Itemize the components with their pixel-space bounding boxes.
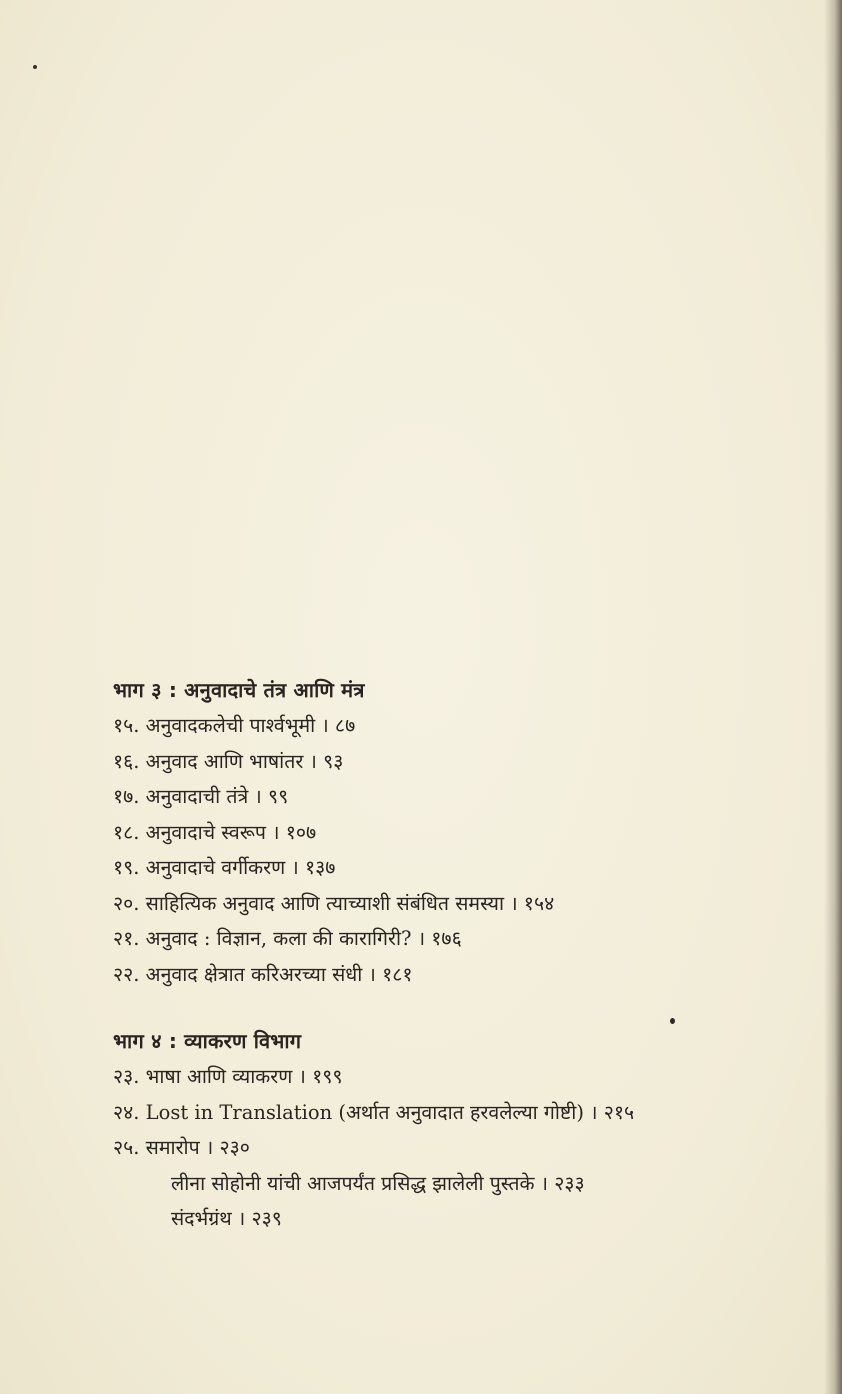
toc-section-part-3	[113, 672, 813, 992]
page-edge-shadow	[824, 0, 842, 1394]
toc-entry: १८. अनुवादाचे स्वरूप । १०७	[113, 820, 317, 844]
table-of-contents	[113, 672, 813, 1237]
toc-entry: २२. अनुवाद क्षेत्रात करिअरच्या संधी । १८१	[113, 962, 413, 986]
toc-entry: २५. समारोप । २३०	[113, 1136, 250, 1159]
toc-entry: १९. अनुवादाचे वर्गीकरण । १३७	[113, 856, 336, 879]
toc-entry-unnumbered: लीना सोहोनी यांची आजपर्यंत प्रसिद्ध झालेली पुस्तके । २३३	[171, 1171, 585, 1195]
toc-entry: १७. अनुवादाची तंत्रे । ९९	[113, 785, 289, 808]
toc-entry: २०. साहित्यिक अनुवाद आणि त्याच्याशी संबंधित समस्या । १५४	[113, 891, 555, 915]
toc-entry-unnumbered: संदर्भग्रंथ । २३९	[171, 1207, 282, 1230]
toc-entry: २१. अनुवाद : विज्ञान, कला की कारागिरी? । १७६	[113, 927, 462, 950]
section-heading: भाग ४ : व्याकरण विभाग	[113, 1029, 302, 1053]
section-heading: भाग ३ : अनुवादाचे तंत्र आणि मंत्र	[113, 678, 365, 702]
toc-entry: २३. भाषा आणि व्याकरण । १९९	[113, 1065, 343, 1088]
toc-section-part-4	[113, 1023, 813, 1237]
toc-entry: २४. Lost in Translation (अर्थात अनुवादात हरवलेल्या गोष्टी) । २१५	[113, 1100, 635, 1124]
ink-dot	[33, 65, 37, 69]
toc-entry: १५. अनुवादकलेची पार्श्वभूमी । ८७	[113, 714, 356, 737]
toc-entry: १६. अनुवाद आणि भाषांतर । ९३	[113, 749, 344, 773]
